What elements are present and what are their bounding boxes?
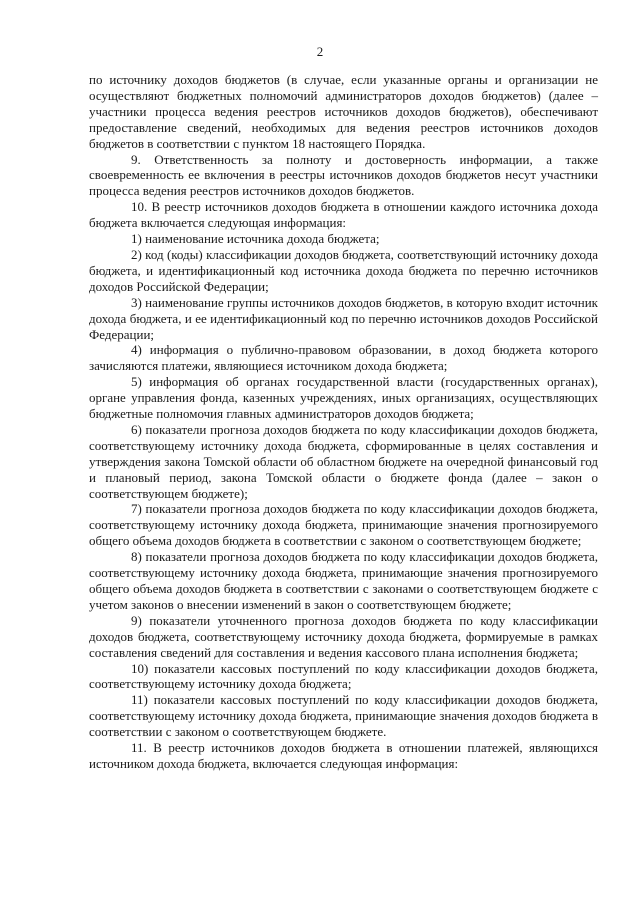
subitem-11: 11) показатели кассовых поступлений по коду классификации доходов бюджета, соответствующему источнику дохода бюджета, принимающие значения доходов бюджета в соответствии с законом о соответствующем бюджете. bbox=[89, 692, 598, 740]
page-number: 2 bbox=[316, 44, 324, 59]
document-body bbox=[89, 72, 598, 772]
paragraph-item-11: 11. В реестр источников доходов бюджета в отношении платежей, являющихся источником дохода бюджета, включается следующая информация: bbox=[89, 740, 598, 771]
subitem-5: 5) информация об органах государственной власти (государственных органах), органе управления фонда, казенных учреждениях, иных организациях, осуществляющих бюджетные полномочия главных администраторов доходов бюджета; bbox=[89, 374, 598, 422]
subitem-9: 9) показатели уточненного прогноза доходов бюджета по коду классификации доходов бюджета, соответствующему источнику дохода бюджета, формируемые в рамках составления сведений для составления и ведения кассового плана исполнения бюджета; bbox=[89, 612, 598, 660]
paragraph-continuation: по источнику доходов бюджетов (в случае, если указанные органы и организации не осуществляют бюджетных полномочий администраторов доходов бюджетов) (далее – участники процесса ведения реестров источников доходов бюджетов), обеспечивают предоставление сведений, необходимых для ведения реестров источников доходов бюджетов в соответствии с пунктом 18 настоящего Порядка. bbox=[89, 72, 598, 151]
paragraph-item-9: 9. Ответственность за полноту и достоверность информации, а также своевременность ее включения в реестры источников доходов бюджетов несут участники процесса ведения реестров источников доходов бюджетов. bbox=[89, 151, 598, 199]
subitem-8: 8) показатели прогноза доходов бюджета по коду классификации доходов бюджета, соответствующему источнику дохода бюджета, принимающие значения прогнозируемого общего объема доходов бюджета в соответствии с законами о соответствующем бюджете с учетом законов о внесении изменений в закон о соответствующем бюджете; bbox=[89, 549, 598, 612]
subitem-6: 6) показатели прогноза доходов бюджета по коду классификации доходов бюджета, соответствующему источнику дохода бюджета, сформированные в целях составления и утверждения закона Томской области об областном бюджете на очередной финансовый год и плановый период, закона Томской области о бюджете фонда (далее – закон о соответствующем бюджете); bbox=[89, 421, 598, 501]
subitem-2: 2) код (коды) классификации доходов бюджета, соответствующий источнику дохода бюджета, и идентификационный код источника дохода бюджета по перечню источников доходов Российской Федерации; bbox=[89, 246, 598, 294]
subitem-4: 4) информация о публично-правовом образовании, в доход бюджета которого зачисляются платежи, являющиеся источником дохода бюджета; bbox=[89, 342, 598, 374]
subitem-1: 1) наименование источника дохода бюджета; bbox=[131, 231, 380, 247]
subitem-3: 3) наименование группы источников доходов бюджетов, в которую входит источник дохода бюджета, и ее идентификационный код по перечню источников доходов Российской Федерации; bbox=[89, 294, 598, 342]
subitem-7: 7) показатели прогноза доходов бюджета по коду классификации доходов бюджета, соответствующему источнику дохода бюджета, принимающие значения прогнозируемого общего объема доходов бюджета в соответствии с законом о соответствующем бюджете; bbox=[89, 501, 598, 549]
subitem-10: 10) показатели кассовых поступлений по коду классификации доходов бюджета, соответствующему источнику дохода бюджета; bbox=[89, 660, 598, 692]
paragraph-item-10: 10. В реестр источников доходов бюджета в отношении каждого источника дохода бюджета включается следующая информация: bbox=[89, 199, 598, 231]
